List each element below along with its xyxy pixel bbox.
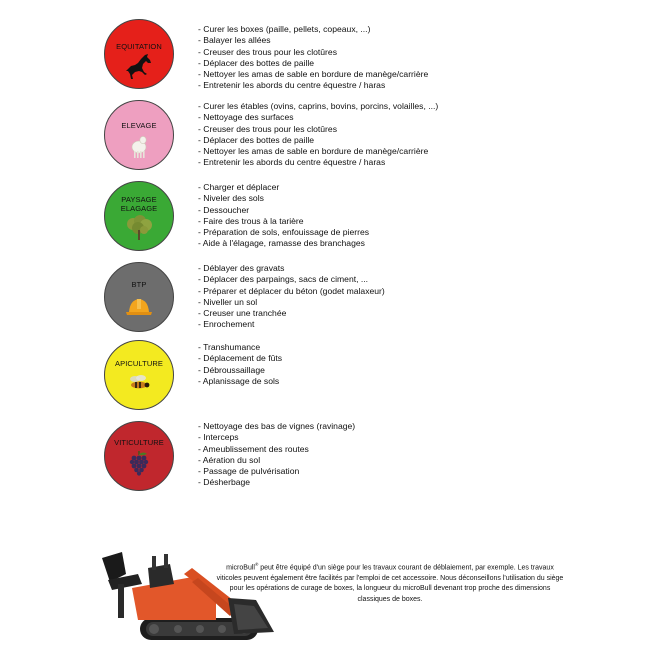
paysage-tasks <box>198 182 369 250</box>
equitation-tasks <box>198 24 428 92</box>
tree-icon <box>122 214 156 242</box>
task-item: - Déblayer des gravats <box>198 263 385 274</box>
task-item: - Curer les étables (ovins, caprins, bovins, porcins, volailles, ...) <box>198 101 438 112</box>
task-item: - Débroussaillage <box>198 365 282 376</box>
task-item: - Creuser une tranchée <box>198 308 385 319</box>
viticulture-tasks <box>198 421 355 489</box>
task-item: - Creuser des trous pour les clotûres <box>198 124 438 135</box>
task-item: - Déplacer des bottes de paille <box>198 135 438 146</box>
task-item: - Aide à l'élagage, ramasse des branchages <box>198 238 369 249</box>
task-item: - Déplacer des parpaings, sacs de ciment, ... <box>198 274 385 285</box>
task-item: - Aplanissage de sols <box>198 376 282 387</box>
viticulture-badge <box>104 421 174 491</box>
grapes-icon <box>128 450 150 476</box>
task-item: - Désherbage <box>198 477 355 488</box>
task-item: - Nettoyer les amas de sable en bordure de manège/carrière <box>198 69 428 80</box>
task-item: - Préparation de sols, enfouissage de pierres <box>198 227 369 238</box>
task-item: - Nettoyage des surfaces <box>198 112 438 123</box>
task-item: - Balayer les allées <box>198 35 428 46</box>
task-item: - Dessoucher <box>198 205 369 216</box>
task-item: - Déplacer des bottes de paille <box>198 58 428 69</box>
task-item: - Niveler des sols <box>198 193 369 204</box>
equitation-badge <box>104 19 174 89</box>
task-item: - Ameublissement des routes <box>198 444 355 455</box>
task-item: - Entretenir les abords du centre équestre / haras <box>198 80 428 91</box>
apiculture-tasks <box>198 342 282 387</box>
viticulture-label: VITICULTURE <box>114 438 164 447</box>
elevage-tasks <box>198 101 438 169</box>
elevage-badge <box>104 100 174 170</box>
bee-icon <box>126 374 152 392</box>
btp-tasks <box>198 263 385 331</box>
hard-hat-icon <box>124 294 154 320</box>
seat-accessory-note <box>215 560 565 605</box>
btp-label: BTP <box>131 280 147 289</box>
btp-badge <box>104 262 174 332</box>
brand-name: microBull <box>226 564 255 572</box>
task-item: - Entretenir les abords du centre équestre / haras <box>198 157 438 168</box>
task-item: - Nettoyage des bas de vignes (ravinage) <box>198 421 355 432</box>
elevage-label: ELEVAGE <box>121 121 157 130</box>
task-item: - Faire des trous à la tarière <box>198 216 369 227</box>
task-item: - Passage de pulvérisation <box>198 466 355 477</box>
task-item: - Déplacement de fûts <box>198 353 282 364</box>
task-item: - Préparer et déplacer du béton (godet malaxeur) <box>198 286 385 297</box>
paysage-badge <box>104 181 174 251</box>
note-text: peut être équipé d'un siège pour les travaux courant de déblaiement, par exemple. Les travaux viticoles peuvent également être facilités par l'emploi de cet accessoire. Nous déconseillons l'utilisation du siège pour les opérations de curage de boxes, la longueur du microBull devenant trop proche des dimensions classiques de boxes. <box>216 564 564 603</box>
apiculture-label: APICULTURE <box>115 359 163 368</box>
paysage-label-line1: PAYSAGE <box>121 195 157 204</box>
task-item: - Charger et déplacer <box>198 182 369 193</box>
task-item: - Curer les boxes (paille, pellets, copeaux, ...) <box>198 24 428 35</box>
paysage-label-line2: ELAGAGE <box>120 204 158 213</box>
task-item: - Creuser des trous pour les clotûres <box>198 47 428 58</box>
task-item: - Enrochement <box>198 319 385 330</box>
task-item: - Niveller un sol <box>198 297 385 308</box>
apiculture-badge <box>104 340 174 410</box>
task-item: - Transhumance <box>198 342 282 353</box>
registered-mark: ® <box>254 562 259 567</box>
task-item: - Nettoyer les amas de sable en bordure de manège/carrière <box>198 146 438 157</box>
equitation-label: EQUITATION <box>116 42 162 51</box>
task-item: - Aération du sol <box>198 455 355 466</box>
horse-icon <box>124 53 154 81</box>
goat-icon <box>126 133 152 161</box>
task-item: - Interceps <box>198 432 355 443</box>
